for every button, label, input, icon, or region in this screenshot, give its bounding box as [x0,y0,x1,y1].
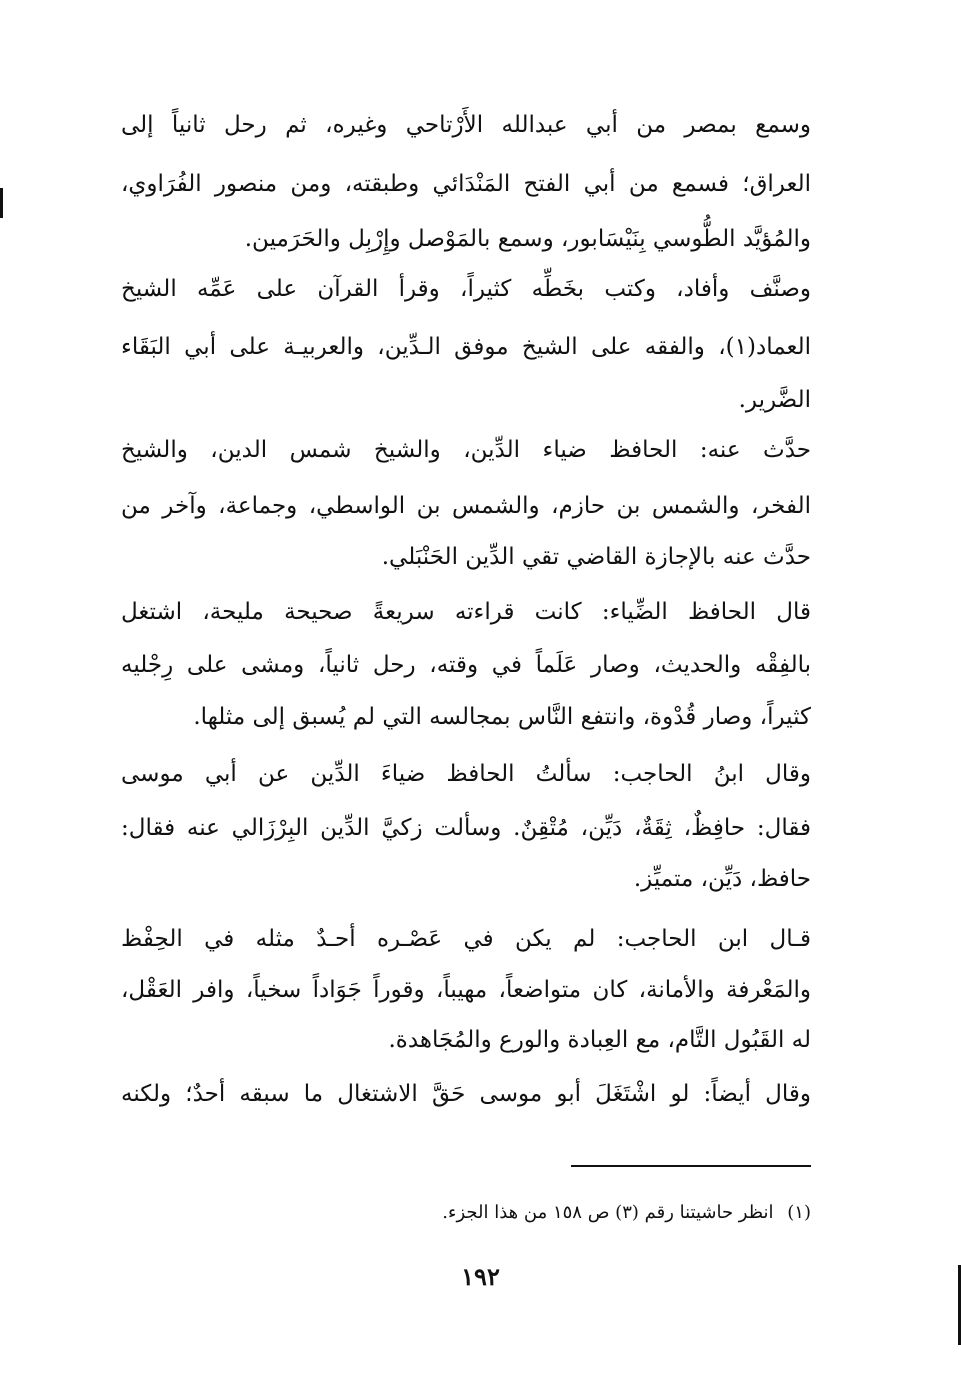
text-line: حدَّث عنه بالإجازة القاضي تقي الدِّين الحَنْبَلي. [381,544,811,570]
text-line: كثيراً، وصار قُدْوة، وانتفع النَّاس بمجالسه التي لم يُسبق إلى مثلها. [193,704,811,730]
text-line: بالفِقْه والحديث، وصار عَلَماً في وقته، رحل ثانياً، ومشى على رِجْليه [121,652,811,678]
text-line: فقال: حافِظٌ، ثِقَةٌ، دَيِّن، مُتْقِنٌ. وسألت زكيَّ الدِّين البِرْزَالي عنه فقال: [121,815,811,841]
text-line: وقال ابنُ الحاجب: سألتُ الحافظ ضياءَ الدِّين عن أبي موسى [121,761,811,787]
text-line: والمُؤيَّد الطُّوسي بِنَيْسَابور، وسمع بالمَوْصل وإِرْبِل والحَرَمين. [244,226,811,252]
text-line: قال الحافظ الضِّياء: كانت قراءته سريعةً صحيحة مليحة، اشتغل [121,599,811,625]
text-line: وقال أيضاً: لو اشْتَغَلَ أبو موسى حَقَّ الاشتغال ما سبقه أحدٌ؛ ولكنه [121,1081,811,1107]
text-line: العراق؛ فسمع من أبي الفتح المَنْدَائي وطبقته، ومن منصور الفُرَاوي، [121,171,811,197]
text-line: له القَبُول التَّام، مع العِبادة والورع والمُجَاهدة. [388,1027,811,1053]
footnote-text: انظر حاشيتنا رقم (٣) ص ١٥٨ من هذا الجزء. [442,1202,774,1223]
text-line: وصنَّف وأفاد، وكتب بخَطِّه كثيراً، وقرأ القرآن على عَمِّه الشيخ [121,276,811,302]
text-line: الضَّرير. [738,387,811,413]
text-line: حافظ، دَيِّن، متميِّز. [633,866,811,892]
footnote [442,1200,811,1226]
text-line: قـال ابن الحاجب: لم يكن في عَصْـره أحـدٌ مثله في الحِفْظ [121,926,811,952]
page-number: ١٩٢ [461,1262,500,1291]
text-line: حدَّث عنه: الحافظ ضياء الدِّين، والشيخ شمس الدين، والشيخ [121,437,811,463]
text-line: العماد(١)، والفقه على الشيخ موفق الـدِّين، والعربيـة على أبي البَقَاء [121,334,811,360]
text-line: والمَعْرفة والأمانة، كان متواضعاً، مهيباً، وقوراً جَوَاداً سخياً، وافر العَقْل، [121,977,811,1003]
scan-margin-mark [0,188,3,218]
footnote-separator [571,1165,811,1167]
text-line: وسمع بمصر من أبي عبدالله الأَرْتاحي وغيره، ثم رحل ثانياً إلى [121,112,811,138]
footnote-marker: (١) [787,1202,811,1223]
text-line: الفخر، والشمس بن حازم، والشمس بن الواسطي، وجماعة، وآخر من [121,493,811,519]
